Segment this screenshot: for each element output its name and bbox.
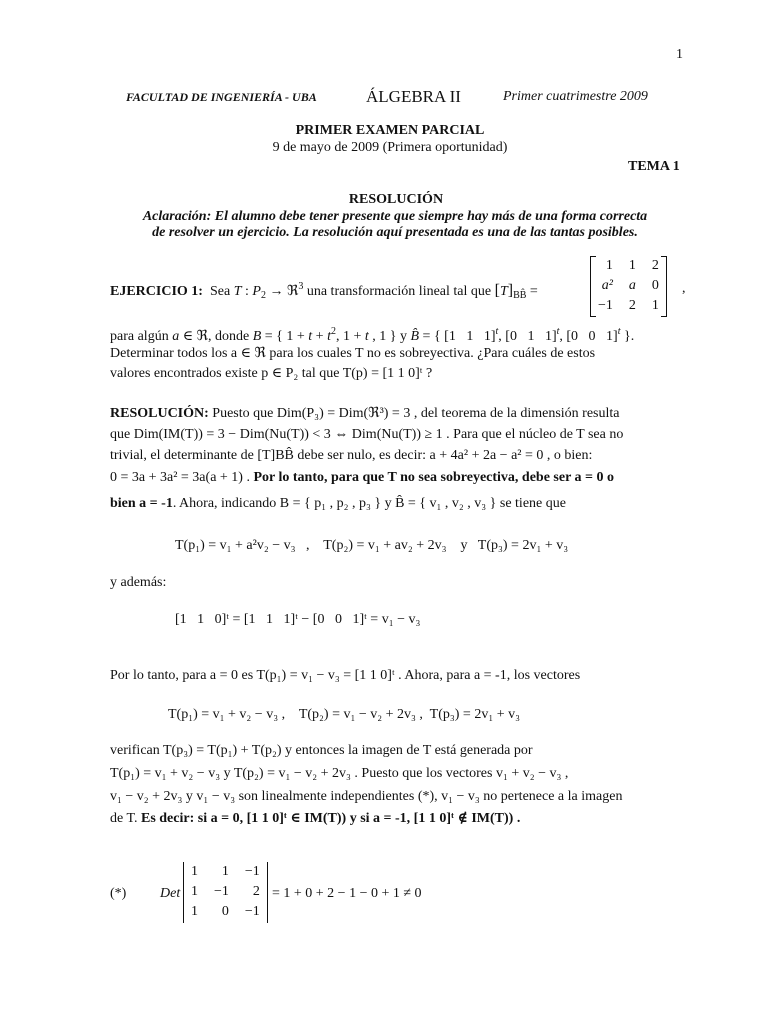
resolution-line9: v₁ − v₂ + 2v₃ y v₁ − v₃ son linealmente independientes (*), v₁ − v₃ no pertenece a la imagen (110, 789, 623, 804)
matrix-cell: 1 (191, 904, 198, 920)
resolution-p5b: . Ahora, indicando B = { p₁ , p₂ , p₃ } y B̂ = { v₁ , v₂ , v₃ } se tiene que (172, 496, 566, 511)
header-faculty: FACULTAD DE INGENIERÍA - UBA (126, 90, 317, 104)
resolution-line2: que Dim(IM(T)) = 3 − Dim(Nu(T)) < 3 ⇔ Dim(Nu(T)) ≥ 1 . Para que el núcleo de T sea no (110, 427, 624, 442)
matrix-cell: 0 (651, 278, 659, 294)
exam-title: PRIMER EXAMEN PARCIAL (295, 123, 485, 138)
resolution-p4b: Por lo tanto, para que T no sea sobreyectiva, debe ser a = 0 o (253, 470, 615, 485)
matrix-cell: −1 (244, 864, 260, 879)
matrix-cell: −1 (214, 884, 229, 900)
resolution-line5 (110, 495, 566, 513)
resolution-line7: verifican T(p₃) = T(p₁) + T(p₂) y entonces la imagen de T está generada por (110, 743, 533, 758)
exercise-intro-a: Sea (209, 284, 231, 299)
matrix-cell: 1 (191, 884, 198, 900)
note-line-1: Aclaración: El alumno debe tener presente que siempre hay más de una forma correcta (142, 209, 648, 224)
resolution-line6: Por lo tanto, para a = 0 es T(p₁) = v₁ − v₃ = [1 1 0]ᵗ . Ahora, para a = -1, los vectores (110, 668, 581, 683)
matrix-cell: 2 (628, 298, 636, 314)
resolution-p4a: 0 = 3a + 3a² = 3a(a + 1) . (110, 470, 250, 485)
footnote-det-label: Det (160, 886, 181, 901)
matrix-cell: 1 (221, 864, 229, 879)
matrix-cell: 0 (221, 904, 229, 920)
matrix-cell: a² (601, 278, 613, 294)
matrix-cell: 1 (628, 258, 636, 273)
resolution-line1 (110, 405, 619, 423)
exercise-label: EJERCICIO 1: (110, 284, 203, 299)
header-term: Primer cuatrimestre 2009 (503, 89, 648, 104)
header-course: ÁLGEBRA II (366, 87, 461, 106)
resolution-p10b: Es decir: si a = 0, [1 1 0]ᵗ ∈ IM(T)) y si a = -1, [1 1 0]ᵗ ∉ IM(T)) . (140, 811, 521, 826)
exercise-intro-b: una transformación lineal tal que (306, 284, 492, 299)
exercise-statement-line4: valores encontrados existe p ∈ P₂ tal que T(p) = [1 1 0]ᵗ ? (110, 366, 433, 381)
equation-vector-decomposition: [1 1 0]ᵗ = [1 1 1]ᵗ − [0 0 1]ᵗ = v₁ − v₃ (175, 612, 421, 627)
resolution-line10 (110, 810, 520, 828)
matrix-cell: −1 (598, 298, 613, 314)
exam-date: 9 de mayo de 2009 (Primera oportunidad) (272, 140, 508, 155)
matrix-cell: 1 (191, 864, 198, 879)
resolution-ademas: y además: (110, 575, 167, 590)
exercise-statement-line1: EJERCICIO 1: Sea T : $P_2$ → ℜ$^3$ una transformación lineal tal que $[T]_{BB̂}$ = 1 1 2 a² a 0 −1 2 1 , (110, 256, 690, 320)
note-line-2: de resolver un ejercicio. La resolución aquí presentada es una de las tantas posibles. (152, 225, 638, 240)
resolution-label: RESOLUCIÓN: (110, 406, 209, 421)
resolution-p10a: de T. (110, 811, 138, 826)
matrix-cell: a (628, 278, 636, 294)
resolution-line4 (110, 469, 614, 487)
equation-images: T(p₁) = v₁ + a²v₂ − v₃ , T(p₂) = v₁ + av₂ + 2v₃ y T(p₃) = 2v₁ + v₃ (175, 538, 569, 553)
exercise-statement-line3: Determinar todos los a ∈ ℜ para los cuales T no es sobreyectiva. ¿Para cuáles de estos (110, 346, 596, 361)
resolution-heading: RESOLUCIÓN (348, 192, 444, 207)
matrix-cell: −1 (244, 904, 260, 920)
resolution-line3: trivial, el determinante de [T]BB̂ debe ser nulo, es decir: a + 4a² + 2a − a² = 0 , o bien: (110, 448, 593, 463)
resolution-p5a: bien a = -1 (110, 496, 173, 511)
matrix-cell: 2 (252, 884, 260, 900)
exercise-line2-a: para algún (110, 329, 169, 344)
footnote-matrix (183, 862, 268, 923)
matrix-cell: 1 (651, 298, 659, 314)
page-number: 1 (676, 47, 683, 62)
exercise-line2-c: y (399, 329, 407, 344)
exercise-statement-line2: para algún a ∈ ℜ, donde B = { $1 + t + t^2$, 1 + t , 1 } y B̂ = { [1 1 1]$^t$, [0 1 1]$^t$, [0 0 1]$^t$ }. (110, 326, 635, 344)
resolution-p1: Puesto que Dim(P₃) = Dim(ℜ³) = 3 , del teorema de la dimensión resulta (212, 406, 620, 421)
equation-images-a-minus-1: T(p₁) = v₁ + v₂ − v₃ , T(p₂) = v₁ − v₂ + 2v₃ , T(p₃) = 2v₁ + v₃ (168, 707, 520, 722)
matrix-cell: 2 (651, 258, 659, 273)
exercise-line2-b: , donde (207, 329, 250, 344)
footnote-result: = 1 + 0 + 2 − 1 − 0 + 1 ≠ 0 (272, 886, 422, 901)
exam-theme: TEMA 1 (628, 159, 680, 174)
exercise-matrix (590, 256, 667, 317)
matrix-cell: 1 (605, 258, 613, 273)
resolution-line8: T(p₁) = v₁ + v₂ − v₃ y T(p₂) = v₁ − v₂ + 2v₃ . Puesto que los vectores v₁ + v₂ − v₃ , (110, 766, 569, 781)
footnote-mark: (*) (110, 886, 127, 901)
